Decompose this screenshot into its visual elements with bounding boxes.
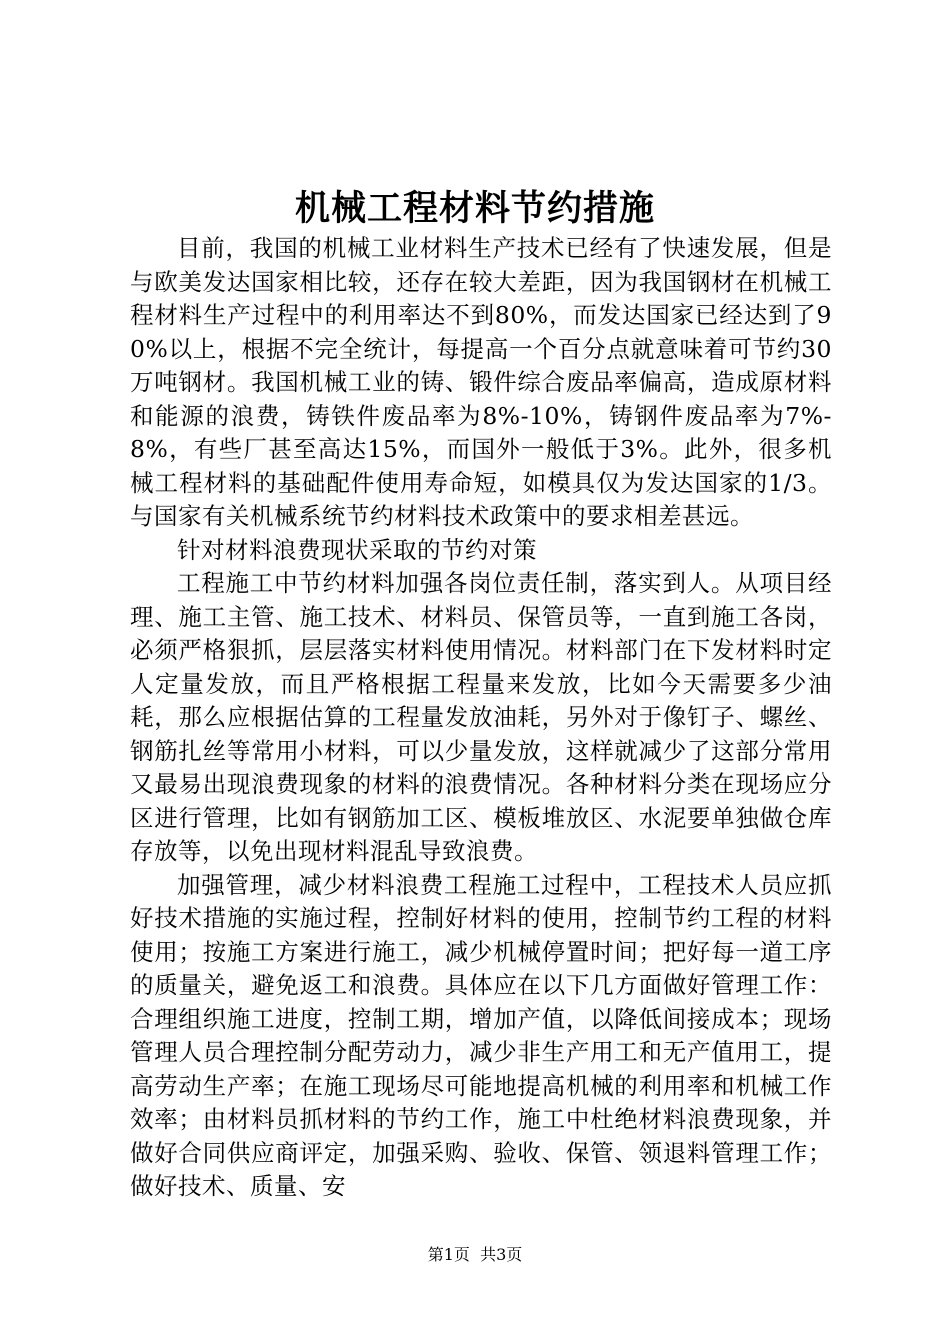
paragraph-intro: 目前，我国的机械工业材料生产技术已经有了快速发展，但是与欧美发达国家相比较，还存在较大差距，因为我国钢材在机械工程材料生产过程中的利用率达不到80%，而发达国家已经达到了90%以上，根据不完全统计，每提高一个百分点就意味着可节约30万吨钢材。我国机械工业的铸、锻件综合废品率偏高，造成原材料和能源的浪费，铸铁件废品率为8%-10%，铸钢件废品率为7%-8%，有些厂甚至高达15%，而国外一般低于3%。此外，很多机械工程材料的基础配件使用寿命短，如模具仅为发达国家的1/3。与国家有关机械系统节约材料技术政策中的要求相差甚远。	[130, 234, 832, 530]
document-body	[130, 232, 832, 1204]
paragraph-management: 加强管理，减少材料浪费工程施工过程中，工程技术人员应抓好技术措施的实施过程，控制好材料的使用，控制节约工程的材料使用；按施工方案进行施工，减少机械停置时间；把好每一道工序的质量关，避免返工和浪费。具体应在以下几方面做好管理工作：合理组织施工进度，控制工期，增加产值，以降低间接成本；现场管理人员合理控制分配劳动力，减少非生产用工和无产值用工，提高劳动生产率；在施工现场尽可能地提高机械的利用率和机械工作效率；由材料员抓材料的节约工作，施工中杜绝材料浪费现象，并做好合同供应商评定，加强采购、验收、保管、领退料管理工作；做好技术、质量、安	[130, 870, 832, 1200]
paragraph-responsibility: 工程施工中节约材料加强各岗位责任制，落实到人。从项目经理、施工主管、施工技术、材料员、保管员等，一直到施工各岗，必须严格狠抓，层层落实材料使用情况。材料部门在下发材料时定人定量发放，而且严格根据工程量来发放，比如今天需要多少油耗，那么应根据估算的工程量发放油耗，另外对于像钉子、螺丝、钢筋扎丝等常用小材料，可以少量发放，这样就减少了这部分常用又最易出现浪费现象的材料的浪费情况。各种材料分类在现场应分区进行管理，比如有钢筋加工区、模板堆放区、水泥要单独做仓库存放等，以免出现材料混乱导致浪费。	[130, 569, 832, 865]
section-heading: 针对材料浪费现状采取的节约对策	[177, 535, 537, 564]
page-footer	[0, 1244, 950, 1266]
document-title: 机械工程材料节约措施	[294, 188, 655, 229]
page-number: 第1页 共3页	[427, 1245, 523, 1264]
